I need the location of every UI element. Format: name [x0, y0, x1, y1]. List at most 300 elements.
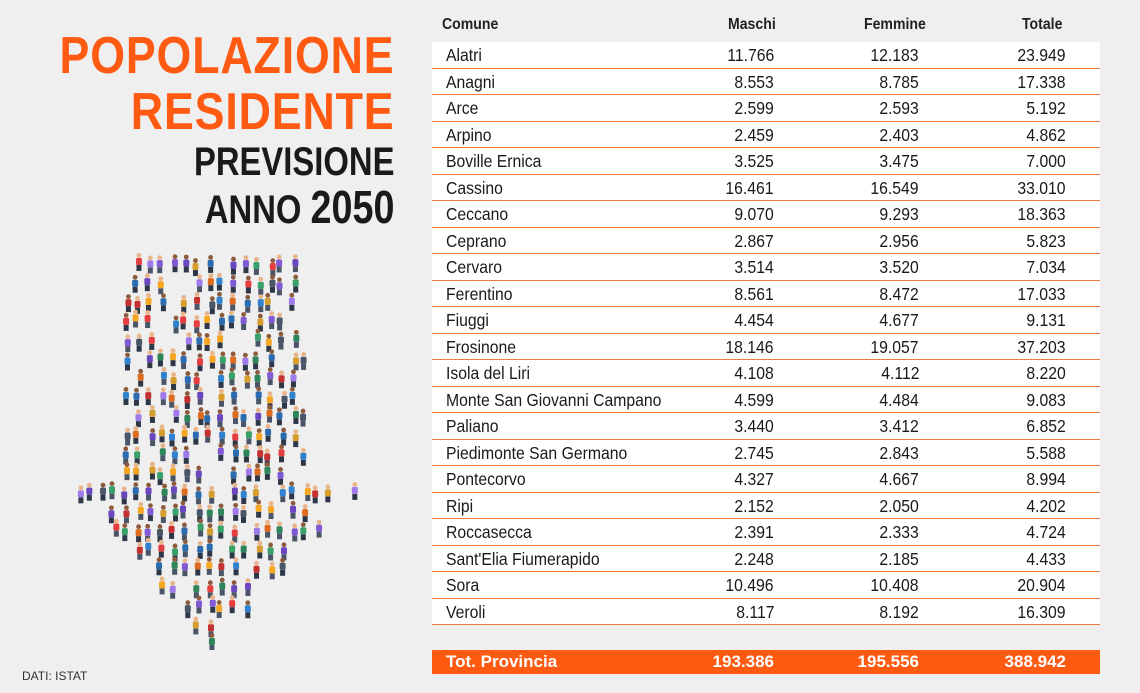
person-icon: [169, 521, 175, 539]
person-icon: [100, 483, 106, 501]
cell-femmine: 2.956: [879, 230, 919, 251]
cell-totale: 4.862: [1026, 124, 1066, 145]
person-icon: [193, 427, 199, 445]
cell-maschi: 2.745: [734, 442, 774, 463]
person-icon: [121, 486, 127, 504]
cell-comune: Pontecorvo: [446, 469, 526, 489]
title-line-1: POPOLAZIONE: [59, 27, 394, 85]
cell-femmine: 2.593: [879, 98, 919, 118]
person-icon: [279, 370, 285, 388]
person-icon: [219, 578, 225, 596]
person-icon: [270, 258, 276, 276]
person-icon: [300, 448, 306, 466]
person-icon: [232, 483, 238, 501]
cell-maschi: 11.766: [726, 45, 774, 65]
person-icon: [232, 429, 238, 447]
cell-totale: 37.203: [1017, 336, 1066, 357]
person-icon: [269, 349, 275, 367]
table-row: [432, 572, 1100, 599]
person-icon: [233, 557, 239, 575]
title-line-2: RESIDENTE: [130, 83, 394, 141]
cell-femmine: 8.192: [879, 601, 919, 622]
person-icon: [228, 310, 234, 328]
table-row: [432, 175, 1100, 202]
header-maschi: Maschi: [728, 16, 776, 33]
cell-maschi: 8.117: [735, 601, 774, 622]
person-icon: [206, 557, 212, 575]
person-icon: [145, 538, 151, 556]
cell-totale: 9.131: [1026, 310, 1066, 330]
person-icon: [159, 576, 165, 594]
person-icon: [157, 255, 163, 273]
person-icon: [180, 501, 186, 519]
person-icon: [219, 389, 225, 407]
person-icon: [255, 370, 261, 388]
person-icon: [230, 293, 236, 311]
person-icon: [196, 466, 202, 484]
cell-femmine: 4.484: [879, 389, 919, 410]
person-icon: [253, 351, 259, 369]
person-icon: [158, 540, 164, 558]
person-icon: [186, 332, 192, 350]
person-icon: [169, 390, 175, 408]
cell-maschi: 2.152: [734, 495, 774, 516]
person-icon: [292, 254, 298, 272]
person-icon: [198, 407, 204, 425]
table-row: [432, 42, 1100, 69]
table-row: [432, 387, 1100, 414]
person-icon: [293, 429, 299, 447]
person-icon: [243, 445, 249, 463]
person-icon: [242, 353, 248, 371]
table-row: [432, 599, 1100, 626]
person-icon: [183, 446, 189, 464]
person-icon: [219, 427, 225, 445]
cell-totale: 16.309: [1017, 601, 1066, 622]
person-icon: [352, 482, 358, 500]
person-icon: [160, 293, 166, 311]
person-icon: [253, 257, 259, 275]
person-icon: [197, 274, 203, 292]
person-icon: [205, 425, 211, 443]
cell-comune: Anagni: [446, 71, 496, 92]
person-icon: [138, 502, 144, 520]
person-icon: [160, 443, 166, 461]
person-icon: [193, 617, 199, 635]
person-icon: [233, 503, 239, 521]
cell-maschi: 10.496: [725, 575, 774, 595]
person-icon: [133, 310, 139, 328]
person-icon: [170, 581, 176, 599]
total-femmine: 195.556: [857, 652, 919, 671]
person-icon: [269, 275, 275, 293]
cell-maschi: 9.070: [734, 204, 774, 224]
person-icon: [264, 462, 270, 480]
person-icon: [149, 462, 155, 480]
person-icon: [184, 464, 190, 482]
cell-maschi: 8.561: [734, 283, 774, 304]
cell-maschi: 4.327: [734, 469, 774, 489]
cell-totale: 17.338: [1017, 71, 1066, 92]
person-icon: [125, 353, 131, 371]
person-icon: [216, 600, 222, 618]
person-icon: [302, 504, 308, 522]
table-row: [432, 307, 1100, 334]
person-icon: [183, 255, 189, 273]
person-icon: [233, 444, 239, 462]
person-icon: [293, 406, 299, 424]
person-icon: [253, 484, 259, 502]
person-icon: [312, 485, 318, 503]
person-icon: [232, 525, 238, 543]
person-icon: [196, 596, 202, 614]
person-icon: [245, 578, 251, 596]
person-icon: [241, 541, 247, 559]
cell-totale: 8.220: [1026, 363, 1066, 383]
person-icon: [198, 519, 204, 537]
person-icon: [149, 332, 155, 350]
cell-maschi: 2.248: [734, 548, 774, 569]
cell-maschi: 18.146: [725, 336, 774, 357]
person-icon: [145, 387, 151, 405]
person-icon: [241, 486, 247, 504]
table-row: [432, 413, 1100, 440]
cell-comune: Piedimonte San Germano: [446, 442, 628, 463]
person-icon: [289, 387, 295, 405]
cell-comune: Isola del Liri: [446, 363, 531, 383]
table-row: [432, 228, 1100, 255]
title-line-3: PREVISIONE: [193, 140, 394, 184]
person-icon: [123, 313, 129, 331]
person-icon: [266, 334, 272, 352]
person-icon: [244, 371, 250, 389]
person-icon: [160, 387, 166, 405]
person-icon: [113, 519, 119, 537]
cell-comune: Paliano: [446, 416, 499, 436]
person-icon: [245, 600, 251, 618]
person-icon: [182, 484, 188, 502]
person-icon: [231, 387, 237, 405]
total-maschi: 193.386: [712, 652, 774, 671]
person-icon: [157, 467, 163, 485]
person-icon: [209, 633, 215, 650]
person-icon: [276, 255, 282, 273]
person-icon: [292, 524, 298, 542]
cell-totale: 18.363: [1017, 204, 1066, 224]
cell-femmine: 16.549: [870, 177, 919, 198]
cell-comune: Sora: [446, 575, 480, 595]
person-icon: [185, 371, 191, 389]
cell-femmine: 2.843: [879, 442, 919, 463]
person-icon: [277, 521, 283, 539]
cell-femmine: 4.677: [879, 310, 919, 330]
person-icon: [256, 386, 262, 404]
person-icon: [220, 352, 226, 370]
cell-totale: 6.852: [1026, 416, 1066, 436]
person-icon: [265, 293, 271, 311]
cell-comune: Ripi: [446, 495, 474, 516]
total-label: Tot. Provincia: [446, 652, 558, 671]
header-totale: Totale: [1022, 16, 1063, 33]
cell-totale: 17.033: [1017, 283, 1066, 304]
person-icon: [147, 256, 153, 274]
person-icon: [137, 542, 143, 560]
table-row: [432, 360, 1100, 387]
person-icon: [123, 446, 129, 464]
person-icon: [195, 558, 201, 576]
person-icon: [133, 482, 139, 500]
person-icon: [241, 409, 247, 427]
cell-comune: Cassino: [446, 177, 503, 198]
person-icon: [232, 406, 238, 424]
person-icon: [208, 273, 214, 291]
person-icon: [157, 349, 163, 367]
population-table: [432, 10, 1100, 678]
person-icon: [305, 483, 311, 501]
person-icon: [78, 485, 84, 503]
person-icon: [207, 539, 213, 557]
cell-comune: Alatri: [446, 45, 482, 65]
person-icon: [194, 315, 200, 333]
cell-totale: 8.994: [1026, 469, 1066, 489]
person-icon: [267, 405, 273, 423]
cell-comune: Sant'Elia Fiumerapido: [446, 548, 600, 569]
person-icon: [229, 541, 235, 559]
person-icon: [170, 463, 176, 481]
person-icon: [282, 391, 288, 409]
person-icon: [255, 408, 261, 426]
person-icon: [173, 316, 179, 334]
cell-comune: Roccasecca: [446, 522, 532, 542]
person-icon: [245, 276, 251, 294]
person-icon: [169, 429, 175, 447]
person-icon: [257, 445, 263, 463]
person-icon: [136, 334, 142, 352]
person-icon: [197, 353, 203, 371]
cell-totale: 4.202: [1026, 495, 1066, 516]
cell-femmine: 3.475: [879, 151, 919, 171]
person-icon: [134, 446, 140, 464]
person-icon: [255, 329, 261, 347]
person-icon: [149, 405, 155, 423]
person-icon: [197, 541, 203, 559]
person-icon: [210, 595, 216, 613]
person-icon: [290, 501, 296, 519]
person-icon: [156, 557, 162, 575]
person-icon: [293, 330, 299, 348]
person-icon: [147, 350, 153, 368]
person-icon: [171, 481, 177, 499]
cell-maschi: 4.454: [734, 310, 774, 330]
crowd-arrow-illustration: [60, 250, 370, 650]
table-row: [432, 281, 1100, 308]
table-row: [432, 546, 1100, 573]
person-icon: [241, 312, 247, 330]
person-icon: [172, 254, 178, 272]
person-icon: [158, 276, 164, 294]
cell-femmine: 4.112: [880, 363, 919, 383]
header-femmine: Femmine: [864, 16, 926, 33]
person-icon: [86, 483, 92, 501]
person-icon: [197, 387, 203, 405]
cell-comune: Ferentino: [446, 283, 513, 304]
person-icon: [267, 367, 273, 385]
person-icon: [269, 561, 275, 579]
person-icon: [124, 462, 130, 480]
person-icon: [133, 388, 139, 406]
person-icon: [196, 486, 202, 504]
person-icon: [281, 542, 287, 560]
cell-femmine: 4.667: [879, 469, 919, 489]
person-icon: [123, 387, 129, 405]
person-icon: [269, 311, 275, 329]
person-icon: [207, 505, 213, 523]
person-icon: [209, 486, 215, 504]
person-icon: [182, 539, 188, 557]
cell-comune: Veroli: [446, 601, 486, 622]
person-icon: [245, 295, 251, 313]
person-icon: [278, 467, 284, 485]
person-icon: [276, 407, 282, 425]
person-icon: [173, 405, 179, 423]
person-icon: [194, 292, 200, 310]
person-icon: [125, 428, 131, 446]
cell-maschi: 4.108: [734, 363, 774, 383]
person-icon: [181, 351, 187, 369]
table-row: [432, 148, 1100, 175]
cell-femmine: 2.333: [879, 522, 919, 542]
person-icon: [254, 561, 260, 579]
person-icon: [109, 481, 115, 499]
person-icon: [290, 369, 296, 387]
table-body: [432, 42, 1100, 625]
person-icon: [246, 426, 252, 444]
cell-totale: 4.433: [1026, 548, 1066, 569]
person-icon: [279, 444, 285, 462]
person-icon: [145, 310, 151, 328]
person-icon: [125, 334, 131, 352]
cell-totale: 5.588: [1026, 442, 1066, 463]
person-icon: [325, 484, 331, 502]
person-icon: [280, 558, 286, 576]
person-icon: [243, 255, 249, 273]
person-icon: [159, 424, 165, 442]
person-icon: [150, 428, 156, 446]
cell-totale: 4.724: [1026, 522, 1066, 542]
cell-comune: Ceccano: [446, 204, 509, 224]
person-icon: [256, 428, 262, 446]
person-icon: [218, 521, 224, 539]
person-icon: [196, 332, 202, 350]
table-row: [432, 95, 1100, 122]
person-icon: [246, 464, 252, 482]
person-icon: [230, 352, 236, 370]
person-icon: [316, 520, 322, 538]
person-icon: [147, 503, 153, 521]
cell-femmine: 19.057: [870, 336, 919, 357]
cell-maschi: 3.525: [734, 151, 774, 171]
person-icon: [181, 295, 187, 313]
cell-totale: 23.949: [1017, 45, 1066, 65]
table-row: [432, 122, 1100, 149]
person-icon: [254, 523, 260, 541]
person-icon: [218, 503, 224, 521]
cell-comune: Frosinone: [446, 336, 517, 357]
person-icon: [289, 481, 295, 499]
person-icon: [276, 277, 282, 295]
cell-totale: 5.823: [1026, 230, 1066, 251]
total-totale: 388.942: [1004, 652, 1066, 671]
person-icon: [300, 522, 306, 540]
person-icon: [217, 330, 223, 348]
person-icon: [230, 275, 236, 293]
cell-comune: Boville Ernica: [446, 151, 542, 171]
person-icon: [180, 311, 186, 329]
cell-femmine: 8.785: [879, 71, 919, 92]
person-icon: [185, 600, 191, 618]
person-icon: [265, 424, 271, 442]
person-icon: [170, 348, 176, 366]
cell-totale: 33.010: [1017, 177, 1066, 198]
table-row: [432, 519, 1100, 546]
person-icon: [108, 505, 114, 523]
person-icon: [277, 313, 283, 331]
person-icon: [193, 580, 199, 598]
person-icon: [162, 484, 168, 502]
person-icon: [133, 426, 139, 444]
table-row: [432, 334, 1100, 361]
person-icon: [146, 293, 152, 311]
person-icon: [204, 333, 210, 351]
cell-comune: Arpino: [446, 124, 492, 145]
person-icon: [157, 524, 163, 542]
person-icon: [138, 369, 144, 387]
table-total-row: [432, 650, 1100, 674]
person-icon: [181, 523, 187, 541]
person-icon: [258, 294, 264, 312]
person-icon: [300, 409, 306, 427]
cell-totale: 7.000: [1026, 151, 1066, 171]
person-icon: [231, 466, 237, 484]
person-icon: [208, 255, 214, 273]
person-icon: [194, 372, 200, 390]
cell-maschi: 3.440: [734, 416, 774, 436]
person-icon: [217, 409, 223, 427]
cell-totale: 20.904: [1017, 575, 1066, 595]
cell-maschi: 8.553: [734, 71, 774, 92]
person-icon: [132, 275, 138, 293]
title-year: 2050: [310, 181, 394, 233]
cell-comune: Monte San Giovanni Campano: [446, 389, 662, 410]
person-icon: [160, 505, 166, 523]
cell-femmine: 9.293: [879, 204, 919, 224]
person-icon: [229, 367, 235, 385]
table-row: [432, 466, 1100, 493]
person-icon: [255, 463, 261, 481]
person-icon: [209, 296, 215, 314]
cell-comune: Arce: [446, 98, 479, 118]
person-icon: [182, 425, 188, 443]
person-icon: [161, 367, 167, 385]
person-icon: [229, 595, 235, 613]
cell-maschi: 3.514: [734, 257, 774, 277]
person-icon: [268, 501, 274, 519]
person-icon: [146, 483, 152, 501]
person-icon: [171, 372, 177, 390]
infographic-title: [5, 27, 394, 233]
person-icon: [218, 443, 224, 461]
person-icon: [258, 277, 264, 295]
